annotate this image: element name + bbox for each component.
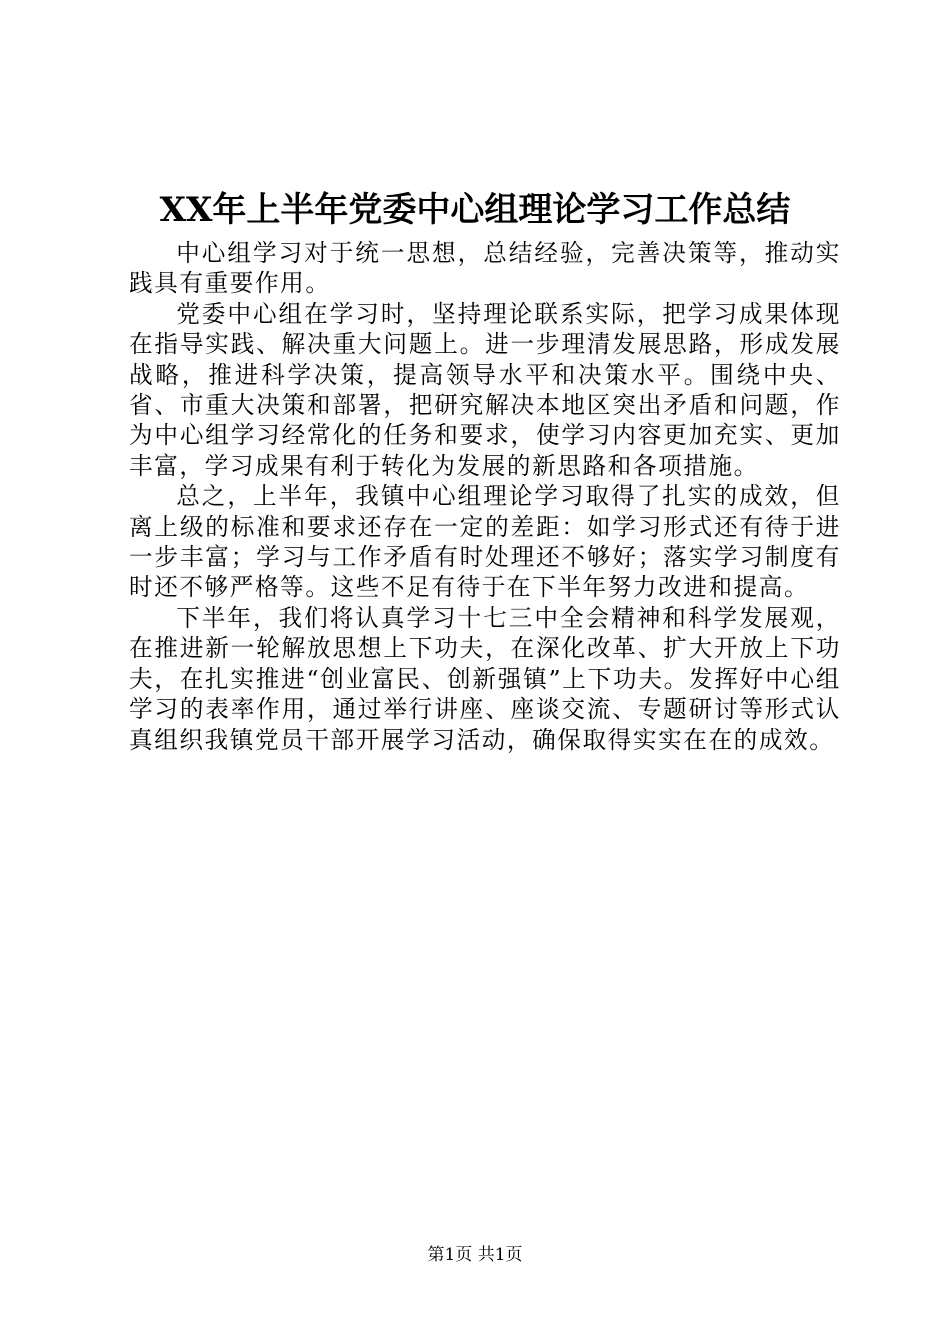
document-title: XX年上半年党委中心组理论学习工作总结 (159, 190, 791, 230)
paragraph-4: 下半年，我们将认真学习十七三中全会精神和科学发展观，在推进新一轮解放思想上下功夫，在深化改革、扩大开放上下功夫，在扎实推进“创业富民、创新强镇”上下功夫。发挥好中心组学习的表率作用，通过举行讲座、座谈交流、专题研讨等形式认真组织我镇党员干部开展学习活动，确保取得实实在在的成效。 (129, 603, 841, 754)
paragraph-1: 中心组学习对于统一思想，总结经验，完善决策等，推动实践具有重要作用。 (129, 239, 841, 298)
paragraph-3: 总之，上半年，我镇中心组理论学习取得了扎实的成效，但离上级的标准和要求还存在一定的差距：如学习形式还有待于进一步丰富；学习与工作矛盾有时处理还不够好；落实学习制度有时还不够严格等。这些不足有待于在下半年努力改进和提高。 (129, 482, 841, 602)
document-body (129, 238, 841, 755)
page-footer: 第1页 共1页 (427, 1245, 523, 1265)
paragraph-2: 党委中心组在学习时，坚持理论联系实际，把学习成果体现在指导实践、解决重大问题上。进一步理清发展思路，形成发展战略，推进科学决策，提高领导水平和决策水平。围绕中央、省、市重大决策和部署，把研究解决本地区突出矛盾和问题，作为中心组学习经常化的任务和要求，使学习内容更加充实、更加丰富，学习成果有利于转化为发展的新思路和各项措施。 (129, 299, 841, 480)
